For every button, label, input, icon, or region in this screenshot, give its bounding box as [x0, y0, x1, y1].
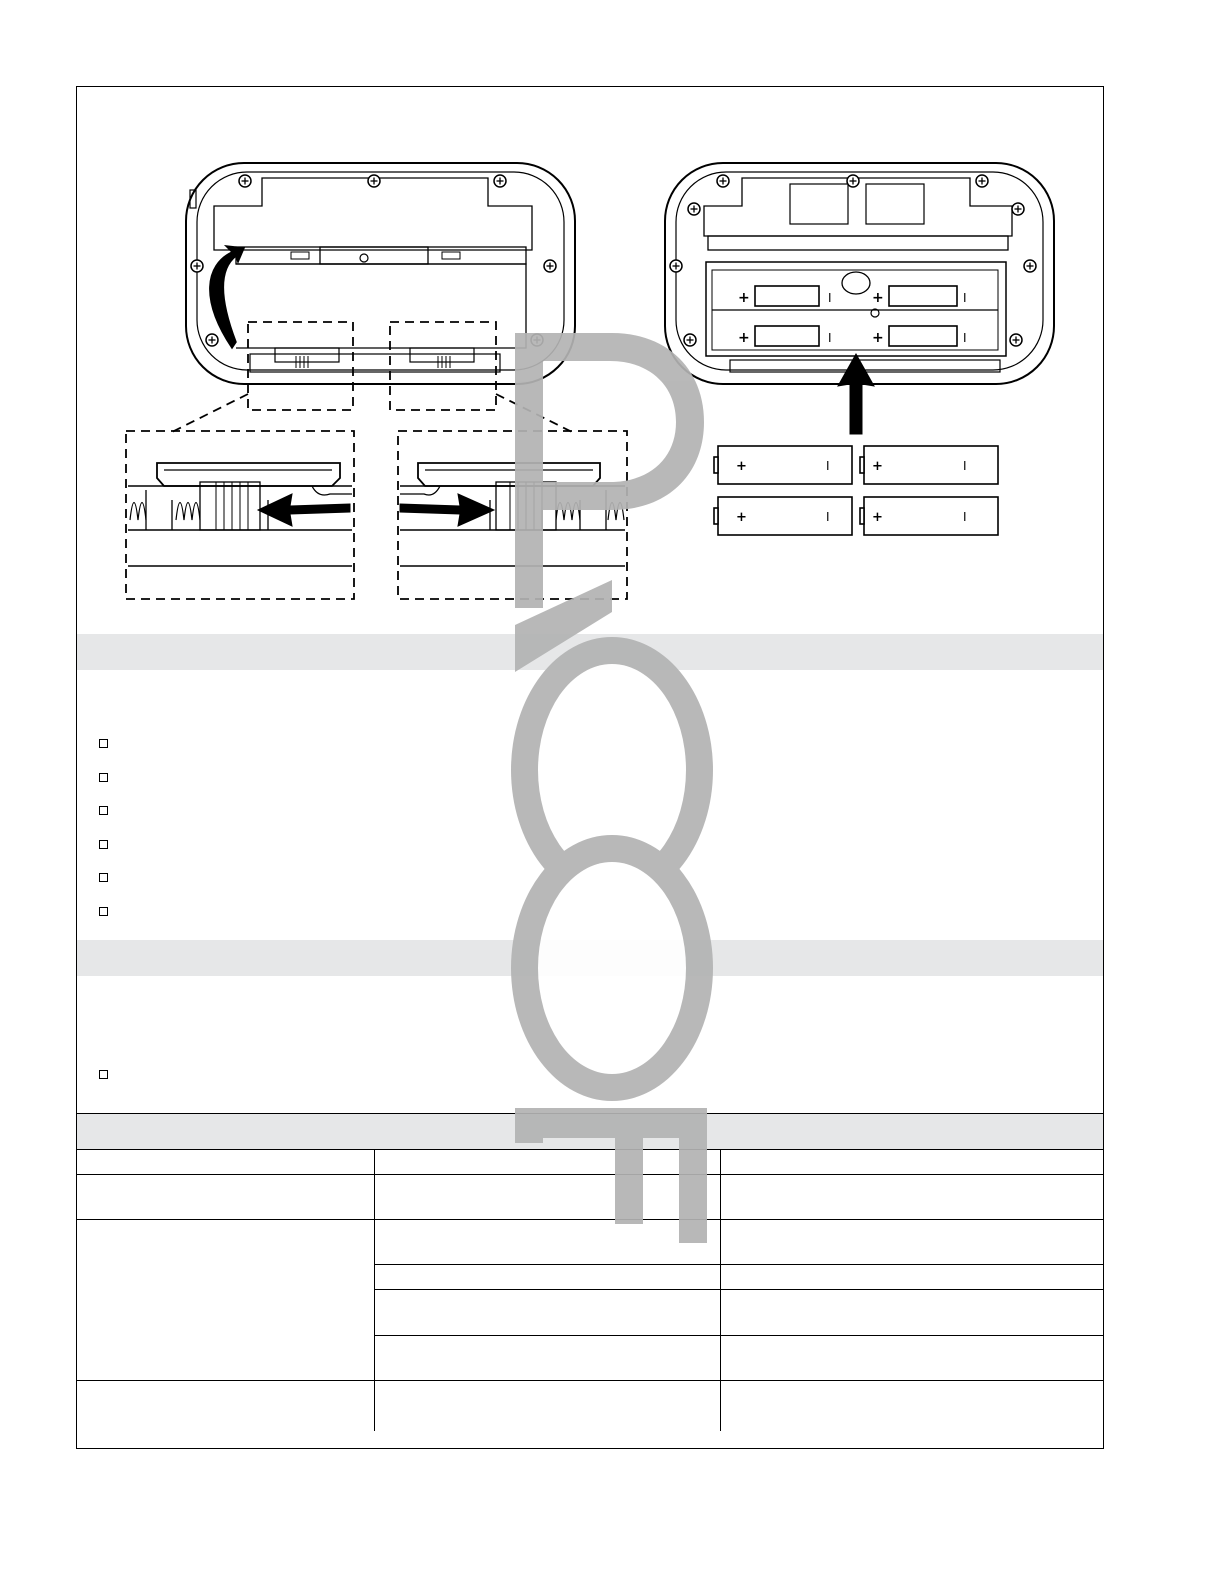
- battery-minus-symbol: I: [826, 510, 830, 524]
- battery-plus-symbol: +: [872, 330, 884, 346]
- checkbox-bullet: [99, 840, 108, 849]
- list-item: [99, 873, 108, 907]
- spec-table: [77, 1150, 1103, 1431]
- latch-detail-right: [400, 463, 625, 566]
- device-back-open: [186, 163, 575, 384]
- latch-right-arrow: [400, 494, 494, 526]
- checkbox-bullet: [99, 907, 108, 916]
- checkbox-bullet: [99, 873, 108, 882]
- loose-batteries: [714, 446, 998, 535]
- table-row-divider: [77, 1219, 1103, 1220]
- table-row-divider: [77, 1380, 1103, 1381]
- latch-detail-left: [128, 463, 352, 566]
- list-item: [99, 739, 108, 773]
- battery-minus-symbol: I: [963, 459, 967, 473]
- battery-plus-symbol: +: [872, 510, 883, 525]
- list-item: [99, 773, 108, 807]
- checkbox-bullet: [99, 773, 108, 782]
- battery-minus-symbol: I: [963, 510, 967, 524]
- battery-plus-symbol: +: [736, 459, 747, 474]
- table-header-band: [77, 1113, 1103, 1150]
- checkbox-bullet: [99, 806, 108, 815]
- battery-plus-symbol: +: [872, 290, 884, 306]
- battery-minus-symbol: I: [828, 291, 832, 305]
- battery-minus-symbol: I: [828, 331, 832, 345]
- battery-plus-symbol: +: [872, 459, 883, 474]
- table-row-divider: [374, 1264, 1103, 1265]
- table-row-divider: [374, 1289, 1103, 1290]
- table-row-divider: [77, 1174, 1103, 1175]
- battery-minus-symbol: I: [963, 331, 967, 345]
- battery-minus-symbol: I: [826, 459, 830, 473]
- table-column-divider: [720, 1150, 721, 1431]
- list-item: [99, 907, 108, 941]
- checklist-section-2: [99, 1070, 108, 1104]
- checkbox-bullet: [99, 739, 108, 748]
- checklist-section-1: [99, 739, 108, 941]
- table-column-divider: [374, 1150, 375, 1431]
- battery-plus-symbol: +: [738, 290, 750, 306]
- section-header-band-2: [77, 940, 1103, 976]
- device-battery-compartment: [665, 163, 1054, 384]
- table-row-divider: [374, 1335, 1103, 1336]
- battery-minus-symbol: I: [963, 291, 967, 305]
- latch-left-arrow: [258, 494, 350, 526]
- battery-plus-symbol: +: [738, 330, 750, 346]
- list-item: [99, 806, 108, 840]
- battery-plus-symbol: +: [736, 510, 747, 525]
- list-item: [99, 1070, 108, 1104]
- battery-installation-illustration: [0, 0, 1225, 640]
- checkbox-bullet: [99, 1070, 108, 1079]
- section-header-band-1: [77, 634, 1103, 670]
- list-item: [99, 840, 108, 874]
